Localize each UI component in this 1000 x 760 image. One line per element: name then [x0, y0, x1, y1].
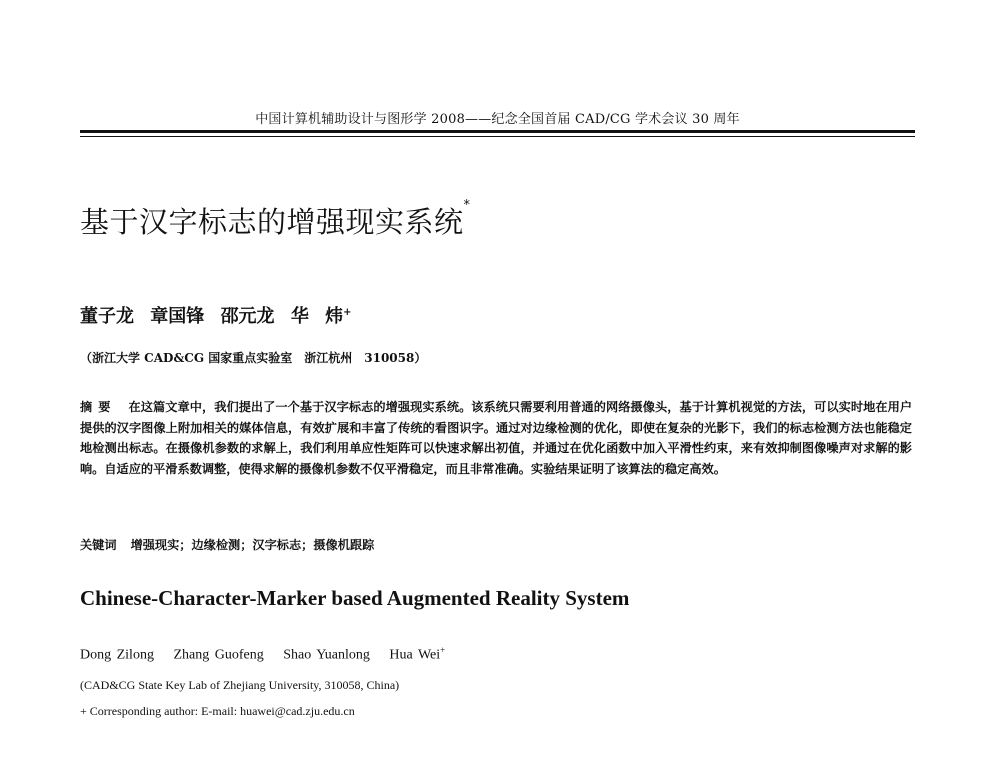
- abstract-label: 摘要: [80, 400, 117, 414]
- author-name: Shao Yuanlong: [283, 647, 370, 663]
- english-affiliation: (CAD&CG State Key Lab of Zhejiang University, 310058, China): [80, 678, 400, 692]
- english-author-list: [80, 645, 445, 664]
- chinese-abstract: [80, 397, 912, 479]
- author-name: Zhang Guofeng: [173, 647, 264, 663]
- title-footnote-mark: *: [463, 198, 471, 213]
- corresponding-author-note: + Corresponding author: E-mail: huawei@cad.zju.edu.cn: [80, 704, 355, 718]
- chinese-affiliation: （浙江大学 CAD&CG 国家重点实验室 浙江杭州 310058）: [80, 351, 427, 365]
- header-rule: [80, 130, 915, 133]
- author-name: 董子龙: [80, 306, 134, 327]
- running-header: 中国计算机辅助设计与图形学 2008——纪念全国首届 CAD/CG 学术会议 30 周年: [255, 112, 740, 127]
- author-name: 华 炜: [290, 306, 344, 327]
- english-title: Chinese-Character-Marker based Augmented Reality System: [80, 586, 630, 610]
- chinese-author-list: [80, 302, 352, 328]
- chinese-title: [80, 200, 471, 241]
- chinese-title-text: 基于汉字标志的增强现实系统: [80, 205, 464, 239]
- header-rule-thin: [80, 136, 915, 137]
- keywords-text: 增强现实；边缘检测；汉字标志；摄像机跟踪: [130, 538, 375, 552]
- chinese-keywords: [80, 536, 374, 553]
- author-name: 邵元龙: [220, 306, 275, 327]
- keywords-label: 关键词: [80, 538, 117, 552]
- author-name: 章国锋: [150, 306, 205, 327]
- corresponding-mark: +: [343, 307, 352, 318]
- author-name: Hua Wei: [389, 647, 441, 663]
- author-name: Dong Zilong: [80, 647, 154, 663]
- corresponding-mark: +: [440, 645, 446, 655]
- abstract-text: 在这篇文章中，我们提出了一个基于汉字标志的增强现实系统。该系统只需要利用普通的网络摄像头，基于计算机视觉的方法，可以实时地在用户提供的汉字图像上附加相关的媒体信息，有效扩展和丰富了传统的看图识字。通过对边缘检测的优化，即使在复杂的光影下，我们的标志检测方法也能稳定地检测出标志。在摄像机参数的求解上，我们利用单应性矩阵可以快速求解出初值，并通过在优化函数中加入平滑性约束，来有效抑制图像噪声对求解的影响。自适应的平滑系数调整，使得求解的摄像机参数不仅平滑稳定，而且非常准确。实验结果证明了该算法的稳定高效。: [80, 400, 913, 476]
